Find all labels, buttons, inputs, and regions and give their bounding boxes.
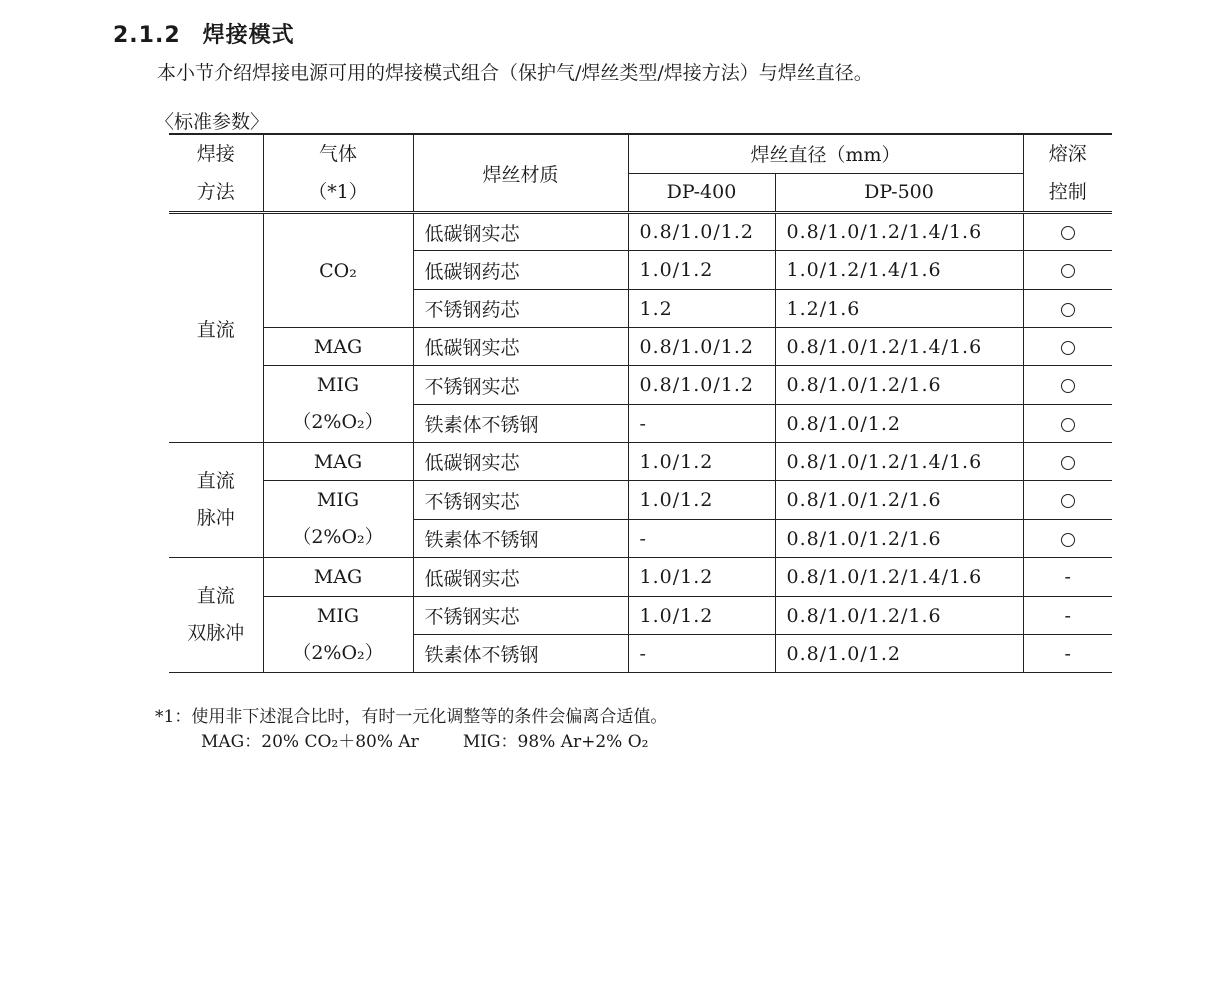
- dp500-cell: 1.0/1.2/1.4/1.6: [775, 251, 1023, 290]
- header-diameter: 焊丝直径（mm）: [628, 134, 1023, 173]
- available-circle-icon: [1061, 533, 1075, 547]
- section-heading: [113, 18, 295, 49]
- penetration-cell: [1023, 558, 1112, 597]
- gas-cell-mag: MAG: [263, 328, 413, 366]
- section-intro: 本小节介绍焊接电源可用的焊接模式组合（保护气/焊丝类型/焊接方法）与焊丝直径。: [157, 62, 873, 84]
- gas-cell-mig: MIG （2%O₂）: [263, 481, 413, 558]
- material-cell: 铁素体不锈钢: [413, 520, 628, 558]
- header-dp500: DP-500: [775, 173, 1023, 212]
- penetration-cell: [1023, 520, 1112, 558]
- unavailable-dash: -: [1064, 566, 1071, 588]
- penetration-cell: [1023, 635, 1112, 673]
- material-cell: 低碳钢实芯: [413, 558, 628, 597]
- dp500-cell: 0.8/1.0/1.2/1.6: [775, 597, 1023, 635]
- dp400-cell: -: [628, 635, 775, 673]
- available-circle-icon: [1061, 456, 1075, 470]
- penetration-cell: [1023, 328, 1112, 366]
- dp500-cell: 0.8/1.0/1.2/1.4/1.6: [775, 558, 1023, 597]
- penetration-cell: [1023, 481, 1112, 520]
- penetration-cell: [1023, 213, 1112, 251]
- available-circle-icon: [1061, 226, 1075, 240]
- footnote: *1：使用非下述混合比时，有时一元化调整等的条件会偏离合适值。: [155, 707, 668, 727]
- available-circle-icon: [1061, 303, 1075, 317]
- material-cell: 不锈钢实芯: [413, 597, 628, 635]
- dp400-cell: 1.2: [628, 290, 775, 328]
- dp400-cell: 0.8/1.0/1.2: [628, 213, 775, 251]
- dp400-cell: 1.0/1.2: [628, 251, 775, 290]
- material-cell: 不锈钢药芯: [413, 290, 628, 328]
- material-cell: 低碳钢实芯: [413, 443, 628, 481]
- material-cell: 不锈钢实芯: [413, 481, 628, 520]
- available-circle-icon: [1061, 418, 1075, 432]
- material-cell: 铁素体不锈钢: [413, 635, 628, 673]
- dp500-cell: 0.8/1.0/1.2/1.6: [775, 481, 1023, 520]
- footnote-gas-mix: [201, 727, 648, 752]
- header-gas: 气体 （*1）: [263, 134, 413, 213]
- penetration-cell: [1023, 597, 1112, 635]
- dp400-cell: -: [628, 520, 775, 558]
- available-circle-icon: [1061, 379, 1075, 393]
- table-row: [169, 328, 1112, 366]
- gas-cell-mig: MIG （2%O₂）: [263, 366, 413, 443]
- footnote-mag-mix: MAG：20% CO₂＋80% Ar: [201, 732, 419, 752]
- table-row: [169, 213, 1112, 251]
- section-number: 2.1.2: [113, 23, 181, 48]
- method-cell-dc: 直流: [169, 213, 263, 443]
- dp400-cell: 1.0/1.2: [628, 443, 775, 481]
- header-material: 焊丝材质: [413, 134, 628, 213]
- dp500-cell: 0.8/1.0/1.2/1.6: [775, 520, 1023, 558]
- material-cell: 不锈钢实芯: [413, 366, 628, 405]
- table-row: [169, 481, 1112, 520]
- dp500-cell: 0.8/1.0/1.2/1.4/1.6: [775, 213, 1023, 251]
- gas-cell-mag: MAG: [263, 443, 413, 481]
- dp400-cell: 0.8/1.0/1.2: [628, 328, 775, 366]
- table-row: [169, 366, 1112, 405]
- gas-cell-mig: MIG （2%O₂）: [263, 597, 413, 673]
- dp400-cell: 0.8/1.0/1.2: [628, 366, 775, 405]
- available-circle-icon: [1061, 264, 1075, 278]
- material-cell: 低碳钢实芯: [413, 328, 628, 366]
- dp500-cell: 0.8/1.0/1.2/1.6: [775, 366, 1023, 405]
- table-row: [169, 558, 1112, 597]
- header-penetration: 熔深 控制: [1023, 134, 1112, 213]
- footnote-mig-mix: MIG：98% Ar+2% O₂: [462, 732, 649, 752]
- material-cell: 铁素体不锈钢: [413, 405, 628, 443]
- gas-cell-co2: CO₂: [263, 213, 413, 328]
- dp500-cell: 0.8/1.0/1.2/1.4/1.6: [775, 328, 1023, 366]
- penetration-cell: [1023, 443, 1112, 481]
- available-circle-icon: [1061, 494, 1075, 508]
- dp500-cell: 1.2/1.6: [775, 290, 1023, 328]
- table-row: [169, 597, 1112, 635]
- header-method: 焊接 方法: [169, 134, 263, 213]
- gas-cell-mag: MAG: [263, 558, 413, 597]
- dp400-cell: 1.0/1.2: [628, 597, 775, 635]
- penetration-cell: [1023, 366, 1112, 405]
- material-cell: 低碳钢药芯: [413, 251, 628, 290]
- available-circle-icon: [1061, 341, 1075, 355]
- dp400-cell: -: [628, 405, 775, 443]
- dp500-cell: 0.8/1.0/1.2/1.4/1.6: [775, 443, 1023, 481]
- table-row: [169, 443, 1112, 481]
- dp400-cell: 1.0/1.2: [628, 558, 775, 597]
- penetration-cell: [1023, 405, 1112, 443]
- dp500-cell: 0.8/1.0/1.2: [775, 635, 1023, 673]
- penetration-cell: [1023, 290, 1112, 328]
- header-dp400: DP-400: [628, 173, 775, 212]
- method-cell-pulse: 直流 脉冲: [169, 443, 263, 558]
- table-caption: 〈标准参数〉: [155, 111, 270, 133]
- welding-mode-table: [169, 133, 1112, 673]
- dp400-cell: 1.0/1.2: [628, 481, 775, 520]
- method-cell-double-pulse: 直流 双脉冲: [169, 558, 263, 673]
- penetration-cell: [1023, 251, 1112, 290]
- dp500-cell: 0.8/1.0/1.2: [775, 405, 1023, 443]
- section-title: 焊接模式: [202, 23, 295, 48]
- unavailable-dash: -: [1064, 642, 1071, 665]
- unavailable-dash: -: [1064, 604, 1071, 627]
- material-cell: 低碳钢实芯: [413, 213, 628, 251]
